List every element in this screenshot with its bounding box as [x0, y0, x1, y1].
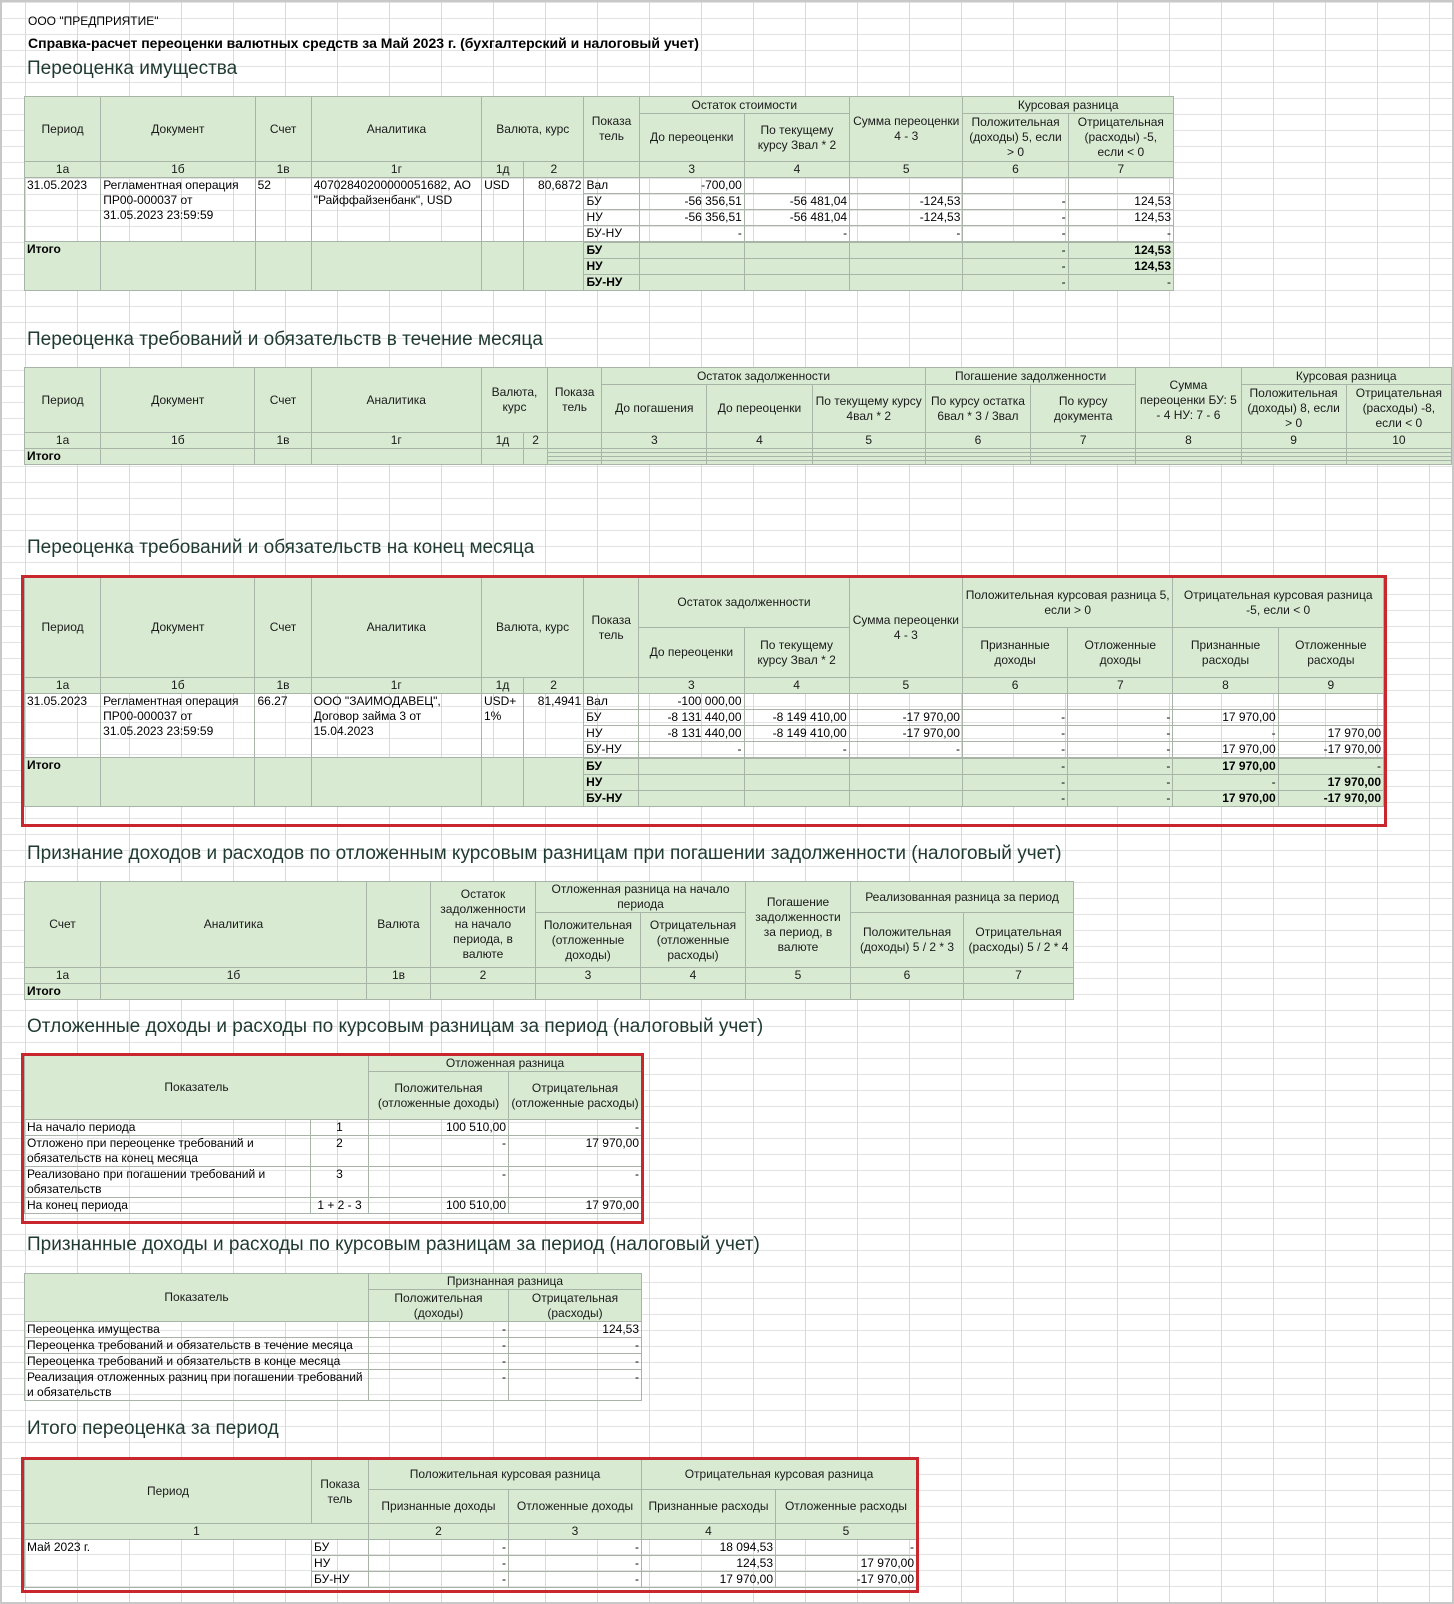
col-current-rate: По текущему курсу Звал * 2: [744, 114, 849, 162]
table-property-revaluation: [24, 96, 1174, 291]
table-row: НУ -8 131 440,00 -8 149 410,00 -17 970,00 - - - 17 970,00: [25, 726, 1384, 742]
total-row: Итого: [25, 449, 1452, 453]
organization-name: ООО "ПРЕДПРИЯТИЕ": [28, 14, 159, 28]
table-row: Переоценка требований и обязательств в конце месяца - -: [25, 1354, 642, 1370]
col-account: Счет: [255, 97, 311, 162]
table-row: На конец периода 1 + 2 - 3 100 510,00 17 970,00: [25, 1198, 642, 1214]
col-num: 1г: [311, 162, 481, 178]
report-title: Справка-расчет переоценки валютных средств за Май 2023 г. (бухгалтерский и налоговый учет): [28, 35, 699, 51]
col-num: 1в: [255, 162, 311, 178]
col-num: 3: [639, 162, 744, 178]
col-positive-income: Положительная (доходы) 5, если > 0: [963, 114, 1068, 162]
total-row: БУ-НУ - - 17 970,00 -17 970,00: [25, 791, 1384, 807]
section-title-property: Переоценка имущества: [27, 58, 238, 79]
col-num: 5: [850, 162, 963, 178]
table-row: БУ -8 131 440,00 -8 149 410,00 -17 970,00 - - 17 970,00: [25, 710, 1384, 726]
total-row: БУ - 124,53: [25, 243, 1174, 259]
table-row: НУ - - 124,53 17 970,00: [25, 1556, 917, 1572]
total-row: НУ - - - 17 970,00: [25, 775, 1384, 791]
col-num: 4: [744, 162, 849, 178]
total-row: БУ-НУ - -: [25, 275, 1174, 291]
total-row: БУ - - 17 970,00 -: [25, 759, 1384, 775]
table-row: Отложено при переоценке требований и обязательств на конец месяца 2 - 17 970,00: [25, 1136, 642, 1167]
table-deferred: Показатель Отложенная разница Положительная (отложенные доходы) Отрицательная (отложенные расходы) На начало периода 1 100 510,00 - Отложено при переоценке требований и обязательств на конец месяца 2 - 17 970,00 Реализовано при погашении требований и обязательств 3 - - На конец периода 1 + 2 - 3 100 510,00 17 970,00: [24, 1055, 642, 1214]
col-indicator: Показа тель: [584, 97, 639, 162]
section-title-recognized: Признанные доходы и расходы по курсовым разницам за период (налоговый учет): [27, 1234, 760, 1255]
col-num: 7: [1068, 162, 1173, 178]
col-before-revaluation: До переоценки: [639, 114, 744, 162]
col-num: 2: [524, 162, 584, 178]
table-row: Переоценка имущества - 124,53: [25, 1322, 642, 1338]
col-currency-rate: Валюта, курс: [482, 97, 584, 162]
col-analytics: Аналитика: [311, 97, 481, 162]
section-title-deferred: Отложенные доходы и расходы по курсовым разницам за период (налоговый учет): [27, 1016, 764, 1037]
table-row: Реализация отложенных разниц при погашении требований и обязательств - -: [25, 1370, 642, 1401]
section-title-total: Итого переоценка за период: [27, 1418, 279, 1439]
table-row: Реализовано при погашении требований и обязательств 3 - -: [25, 1167, 642, 1198]
table-row: Май 2023 г. БУ - - 18 094,53 -: [25, 1540, 917, 1556]
col-negative-expense: Отрицательная (расходы) -5, если < 0: [1068, 114, 1173, 162]
col-num: 6: [963, 162, 1068, 178]
col-group-exchange-diff: Курсовая разница: [963, 97, 1174, 114]
table-row: БУ-НУ - - - - - 17 970,00 -17 970,00: [25, 742, 1384, 758]
total-row: Итого: [25, 242, 1174, 243]
table-claims-during-month: Период Документ Счет Аналитика Валюта, курс Показа тель Остаток задолженности Погашение задолженности Сумма переоценки БУ: 5 - 4 НУ: 7 - 6 Курсовая разница До погашения До переоценки По текущему курсу 4вал * 2 По курсу остатка 6вал * 3 / 3вал По курсу документа Положительная (доходы) 8, если > 0 Отрицательная (расходы) -8, если < 0 1а 1б 1в 1г 1д 2 3 4 5 6 7 8 9 10 Итого: [24, 367, 1452, 465]
col-group-balance: Остаток стоимости: [639, 97, 850, 114]
table-row: НУ -56 356,51 -56 481,04 -124,53 - 124,53: [25, 210, 1174, 226]
col-num: 1б: [101, 162, 255, 178]
col-document: Документ: [101, 97, 255, 162]
total-row: НУ - 124,53: [25, 259, 1174, 275]
section-title-recognition: Признание доходов и расходов по отложенным курсовым разницам при погашении задолженности (налоговый учет): [27, 843, 1062, 864]
table-total-revaluation: Период Показа тель Положительная курсовая разница Отрицательная курсовая разница Признанные доходы Отложенные доходы Признанные расходы Отложенные расходы 1 2 3 4 5 Май 2023 г. БУ - - 18 094,53 - НУ - - 124,53 17 970,00 БУ-НУ - - 17 970,00 -17 970,00: [24, 1459, 917, 1588]
col-num: 1а: [25, 162, 101, 178]
table-row: 31.05.2023 Регламентная операция ПР00-000037 от 31.05.2023 23:59:59 52 40702840200000051682, АО "Райффайзенбанк", USD USD 80,6872 Вал -700,00: [25, 178, 1174, 194]
table-recognition: Счет Аналитика Валюта Остаток задолженности на начало периода, в валюте Отложенная разница на начало периода Погашение задолженности за период, в валюте Реализованная разница за период Положительная (отложенные доходы) Отрицательная (отложенные расходы) Положительная (доходы) 5 / 2 * 3 Отрицательная (расходы) 5 / 2 * 4 1а 1б 1в 2 3 4 5 6 7 Итого: [24, 881, 1074, 1000]
section-title-claims-during-month: Переоценка требований и обязательств в течение месяца: [27, 329, 543, 350]
table-row: БУ-НУ - - - - -: [25, 226, 1174, 242]
col-revaluation-sum: Сумма переоценки 4 - 3: [850, 97, 963, 162]
table-row: Переоценка требований и обязательств в течение месяца - -: [25, 1338, 642, 1354]
table-row: БУ-НУ - - 17 970,00 -17 970,00: [25, 1572, 917, 1588]
total-row: Итого: [25, 984, 1074, 1000]
col-period: Период: [25, 97, 101, 162]
section-title-claims-end-month: Переоценка требований и обязательств на конец месяца: [27, 537, 535, 558]
table-recognized: Показатель Признанная разница Положительная (доходы) Отрицательная (расходы) Переоценка имущества - 124,53 Переоценка требований и обязательств в течение месяца - - Переоценка требований и обязательств в конце месяца - - Реализация отложенных разниц при погашении требований и обязательств - -: [24, 1273, 642, 1401]
col-num: 1д: [482, 162, 524, 178]
table-row: На начало периода 1 100 510,00 -: [25, 1120, 642, 1136]
table-row: 31.05.2023 Регламентная операция ПР00-000037 от 31.05.2023 23:59:59 66.27 ООО "ЗАИМОДАВЕЦ", Договор займа 3 от 15.04.2023 USD+ 1% 81,4941 Вал -100 000,00: [25, 694, 1384, 710]
total-row: Итого: [25, 758, 1384, 759]
table-claims-end-month: Период Документ Счет Аналитика Валюта, курс Показа тель Остаток задолженности Сумма переоценки 4 - 3 Положительная курсовая разница 5, если > 0 Отрицательная курсовая разница -5, если < 0 До переоценки По текущему курсу Звал * 2 Признанные доходы Отложенные доходы Признанные расходы Отложенные расходы 1а 1б 1в 1г 1д 2 3 4 5 6 7 8 9 31.05.2023 Регламентная операция ПР00-000037 от 31.05.2023 23:59:59 66.27 ООО "ЗАИМОДАВЕЦ", Договор займа 3 от 15.04.2023 USD+ 1% 81,4941 Вал -100 000,00 БУ -8 131 440,00 -8 149 410,00 -17 970,00 - - 17 970,00 НУ -8 131 440,00 -8 149 410,00 -17 970,00 - - - 17 970,00 БУ-НУ - - - - - 17 970,00 -17 970,00 Итого БУ - - 17 970,00 - НУ - - - 17 970,00 БУ-НУ - - 17 970,00 -17 970,00: [24, 577, 1384, 807]
table-row: БУ -56 356,51 -56 481,04 -124,53 - 124,53: [25, 194, 1174, 210]
